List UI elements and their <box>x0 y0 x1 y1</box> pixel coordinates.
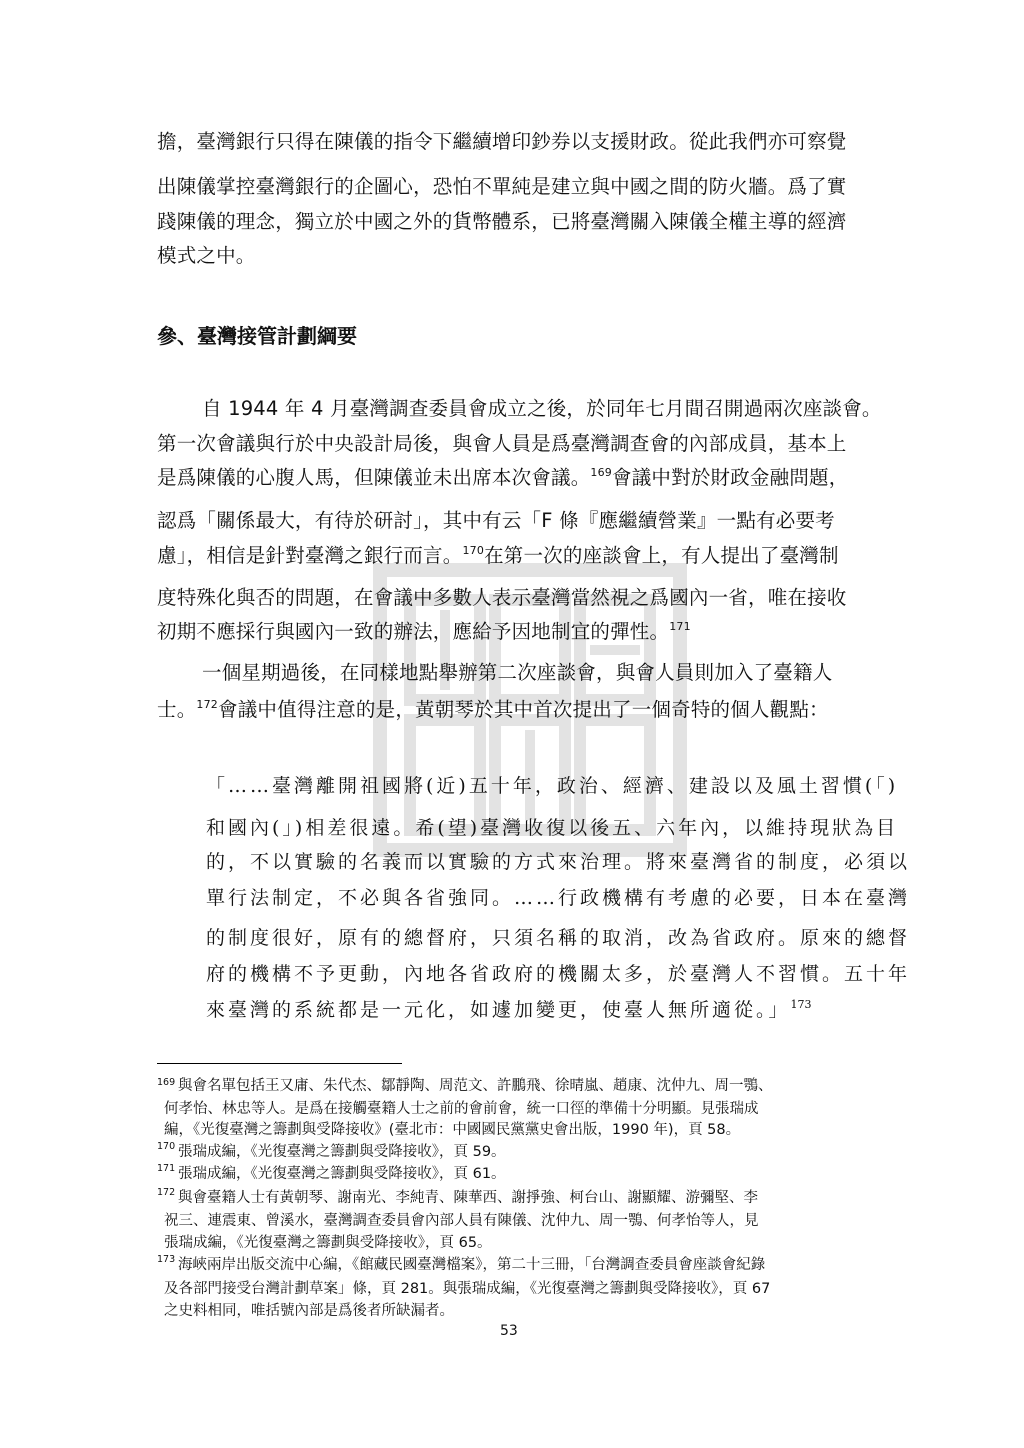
footnote-number: 170 <box>157 1141 176 1152</box>
footnote-ref-172[interactable]: 172 <box>196 698 219 711</box>
footnote-line: 編，《光復臺灣之籌劃與受降接收》(臺北市：中國國民黨黨史會出版，1990 年)，頁 58。 <box>164 1122 741 1138</box>
text-run: 慮」，相信是針對臺灣之銀行而言。 <box>157 544 463 567</box>
footnote-number: 172 <box>157 1187 176 1198</box>
footnote-line: 與會臺籍人士有黃朝琴、謝南光、李純青、陳華西、謝掙強、柯台山、謝顯耀、游彌堅、李 <box>178 1190 758 1206</box>
footnote-separator <box>157 1063 402 1064</box>
paragraph-line: 一個星期過後，在同樣地點舉辦第二次座談會，與會人員則加入了臺籍人 <box>202 661 833 684</box>
text-run: 會議中值得注意的是，黃朝琴於其中首次提出了一個奇特的個人觀點： <box>218 698 829 721</box>
paragraph-line <box>157 466 848 493</box>
quote-line: 的制度很好，原有的總督府，只須名稱的取消，改為省政府。原來的總督 <box>206 927 911 949</box>
footnote-line: 張瑞成編，《光復臺灣之籌劃與受降接收》，頁 65。 <box>164 1235 492 1251</box>
page-number: 53 <box>500 1323 518 1339</box>
paragraph-line: 第一次會議與行於中央設計局後，與會人員是爲臺灣調查會的內部成員，基本上 <box>157 432 847 455</box>
paragraph-line <box>157 620 691 647</box>
footnote-line: 張瑞成編，《光復臺灣之籌劃與受降接收》，頁 59。 <box>178 1144 506 1160</box>
quote-line <box>206 998 812 1025</box>
quote-line: 的，不以實驗的名義而以實驗的方式來治理。將來臺灣省的制度，必須以 <box>206 851 911 873</box>
paragraph-line: 認爲「關係最大，有待於研討」，其中有云「F 條『應繼續營業』一點有必要考 <box>157 509 835 532</box>
footnote-number: 169 <box>157 1077 176 1088</box>
footnote-ref-173[interactable]: 173 <box>790 998 812 1011</box>
text-run: 是爲陳儀的心腹人馬，但陳儀並未出席本次會議。 <box>157 466 591 489</box>
footnote-ref-170[interactable]: 170 <box>462 544 485 557</box>
paragraph-line: 自 1944 年 4 月臺灣調查委員會成立之後，於同年七月間召開過兩次座談會。 <box>202 397 882 420</box>
footnote-line: 海峽兩岸出版交流中心編，《館藏民國臺灣檔案》，第二十三冊，「台灣調查委員會座談會紀錄 <box>178 1257 766 1273</box>
quote-line: 府的機構不予更動，內地各省政府的機關太多，於臺灣人不習慣。五十年 <box>206 963 911 985</box>
footnote-ref-171[interactable]: 171 <box>669 620 691 633</box>
quote-line: 單行法制定，不必與各省強同。……行政機構有考慮的必要，日本在臺灣 <box>206 887 911 909</box>
paragraph-line: 出陳儀掌控臺灣銀行的企圖心，恐怕不單純是建立與中國之間的防火牆。爲了實 <box>157 175 847 198</box>
footnote-line: 張瑞成編，《光復臺灣之籌劃與受降接收》，頁 61。 <box>178 1166 506 1182</box>
quote-line: 和國內(」)相差很遠。希(望)臺灣收復以後五、六年內，以維持現狀為目 <box>206 817 899 839</box>
text-run: 在第一次的座談會上，有人提出了臺灣制 <box>484 544 839 567</box>
footnote-number: 171 <box>157 1163 176 1174</box>
text-run: 會議中對於財政金融問題， <box>612 466 849 489</box>
paragraph-line: 度特殊化與否的問題，在會議中多數人表示臺灣當然視之爲國內一省，唯在接收 <box>157 586 847 609</box>
footnote-ref-169[interactable]: 169 <box>590 466 613 479</box>
footnote-line: 之史料相同，唯括號內部是爲後者所缺漏者。 <box>164 1303 454 1319</box>
paragraph-line: 模式之中。 <box>157 244 256 267</box>
footnote-line: 祝三、連震東、曾溪水，臺灣調查委員會內部人員有陳儀、沈仲九、周一鶚、何孝怡等人，見 <box>164 1213 759 1229</box>
footnote-line: 與會名單包括王又庸、朱代杰、鄒靜陶、周范文、許鵬飛、徐晴嵐、趙康、沈仲九、周一鶚、 <box>178 1078 773 1094</box>
paragraph-line <box>157 544 839 571</box>
text-run: 來臺灣的系統都是一元化，如遽加變更，使臺人無所適從。」 <box>206 999 791 1021</box>
section-heading: 參、臺灣接管計劃綱要 <box>157 324 357 348</box>
paragraph-line: 擔，臺灣銀行只得在陳儀的指令下繼續增印鈔券以支援財政。從此我們亦可察覺 <box>157 130 847 153</box>
footnote-line: 何孝怡、林忠等人。是爲在接觸臺籍人士之前的會前會，統一口徑的準備十分明顯。見張瑞成 <box>164 1101 759 1117</box>
footnote-line: 及各部門接受台灣計劃草案」條，頁 281。與張瑞成編，《光復臺灣之籌劃與受降接收》，頁 67 <box>164 1281 771 1297</box>
paragraph-line: 踐陳儀的理念，獨立於中國之外的貨幣體系，已將臺灣關入陳儀全權主導的經濟 <box>157 210 847 233</box>
quote-line: 「……臺灣離開祖國將(近)五十年，政治、經濟、建設以及風土習慣(「) <box>206 775 899 797</box>
text-run: 士。 <box>157 698 197 721</box>
paragraph-line <box>157 698 829 725</box>
footnote-number: 173 <box>157 1254 176 1265</box>
text-run: 初期不應採行與國內一致的辦法，應給予因地制宜的彈性。 <box>157 620 670 643</box>
